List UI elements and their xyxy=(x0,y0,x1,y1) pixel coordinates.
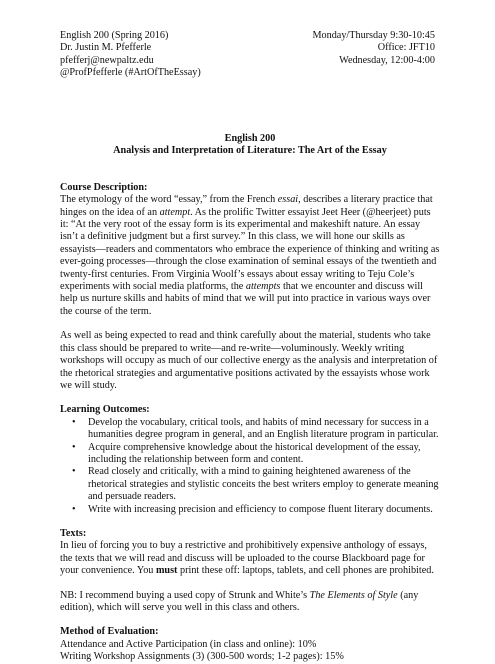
outcomes-list xyxy=(60,417,440,516)
outcomes-heading: Learning Outcomes: xyxy=(60,404,150,416)
text-run: , describes a literary practice that hinges on the idea of an xyxy=(60,194,433,218)
outcome-text: Acquire comprehensive knowledge about the historical development of the essay, including the relationship between form and content. xyxy=(88,441,421,465)
course-title xyxy=(60,133,440,158)
text-run: The etymology of the word “essay,” from the French xyxy=(60,194,278,206)
class-times: Monday/Thursday 9:30-10:45 xyxy=(312,30,435,41)
text-run: . As the prolific Twitter essayist Jeet Heer (@heerjeet) puts it: “At the very root of the essay form is its experimental and makeshift nature. An essay isn’t a definitive judgment but a first survey.” In this class, we will hone our skills as essayists—readers and commentators who embrace the experience of thinking and writing as ever-going processes—through the close examination of seminal essays of the twentieth and twenty-first centuries. From Virginia Woolf’s essays about essay writing to Teju Cole’s experiments with social media platforms, the xyxy=(60,206,440,293)
schedule-info xyxy=(312,30,435,67)
outcome-text: Develop the vocabulary, critical tools, and habits of mind necessary for success in a humanities degree program in general, and an English literature program in particular. xyxy=(88,416,439,441)
evaluation-heading: Method of Evaluation: xyxy=(60,626,159,638)
course-name: Analysis and Interpretation of Literature: The Art of the Essay xyxy=(113,145,387,157)
italic-book-title: The Elements of Style xyxy=(309,589,398,601)
description-heading: Course Description: xyxy=(60,181,148,193)
instructor-name: Dr. Justin M. Pfefferle xyxy=(60,42,152,54)
text-run: NB: I recommend buying a used copy of Strunk and White’s xyxy=(60,589,310,601)
text-run: In lieu of forcing you to buy a restrictive and prohibitively expensive anthology of essays, the texts that we will read and discuss will be uploaded to the course Blackboard page for your convenience. xyxy=(60,540,427,577)
texts-paragraph xyxy=(60,540,440,577)
list-item xyxy=(72,441,440,467)
bullet-icon: • xyxy=(72,466,76,478)
office-hours: Wednesday, 12:00-4:00 xyxy=(339,54,435,66)
bullet-icon: • xyxy=(72,503,76,515)
text-run: that we encounter and discuss will help us nurture skills and habits of mind that we will put into practice in various ways over the course of the term. xyxy=(60,281,431,317)
description-paragraph-1 xyxy=(60,194,440,318)
text-run: print these off: laptops, tablets, and cell phones are prohibited. xyxy=(177,565,434,577)
bold-term: must xyxy=(155,565,178,577)
outcome-text: Write with increasing precision and efficiency to compose fluent literary documents. xyxy=(88,503,433,515)
course-code: English 200 xyxy=(224,133,276,144)
texts-note xyxy=(60,590,440,615)
bullet-icon: • xyxy=(72,416,76,428)
course-term: English 200 (Spring 2016) xyxy=(60,30,169,41)
description-paragraph-2: As well as being expected to read and think carefully about the material, students who take this class should be prepared to write—and re-write—voluminously. Weekly writing workshops will occupy as much of our collective energy as the analysis and interpretation of the rhetorical strategies and argumentative positions activated by the essayists whose work we will study. xyxy=(60,330,438,391)
texts-heading: Texts: xyxy=(60,527,87,539)
text-run: You xyxy=(136,565,156,577)
bullet-icon: • xyxy=(72,441,76,453)
syllabus-body xyxy=(60,133,440,664)
list-item xyxy=(72,503,440,516)
office-location: Office: JFT10 xyxy=(377,42,435,54)
list-item xyxy=(72,416,440,442)
instructor-twitter[interactable]: @ProfPfefferle (#ArtOfTheEssay) xyxy=(60,67,201,79)
outcome-text: Read closely and critically, with a mind to gaining heightened awareness of the rhetorical strategies and stylistic conceits the best writers employ to generate meaning and persuade readers. xyxy=(88,466,439,503)
evaluation-item: Writing Workshop Assignments (3) (300-500 words; 1-2 pages): 15% xyxy=(60,651,344,663)
instructor-email[interactable]: pfefferj@newpaltz.edu xyxy=(60,54,154,66)
italic-term: attempt xyxy=(159,206,191,218)
italic-term: attempts xyxy=(245,281,281,293)
italic-term: essai xyxy=(277,194,299,206)
text-run: (any edition), which will serve you well in this class and others. xyxy=(60,589,419,613)
evaluation-item: Attendance and Active Participation (in class and online): 10% xyxy=(60,638,317,650)
instructor-info xyxy=(60,30,201,80)
list-item xyxy=(72,466,440,503)
